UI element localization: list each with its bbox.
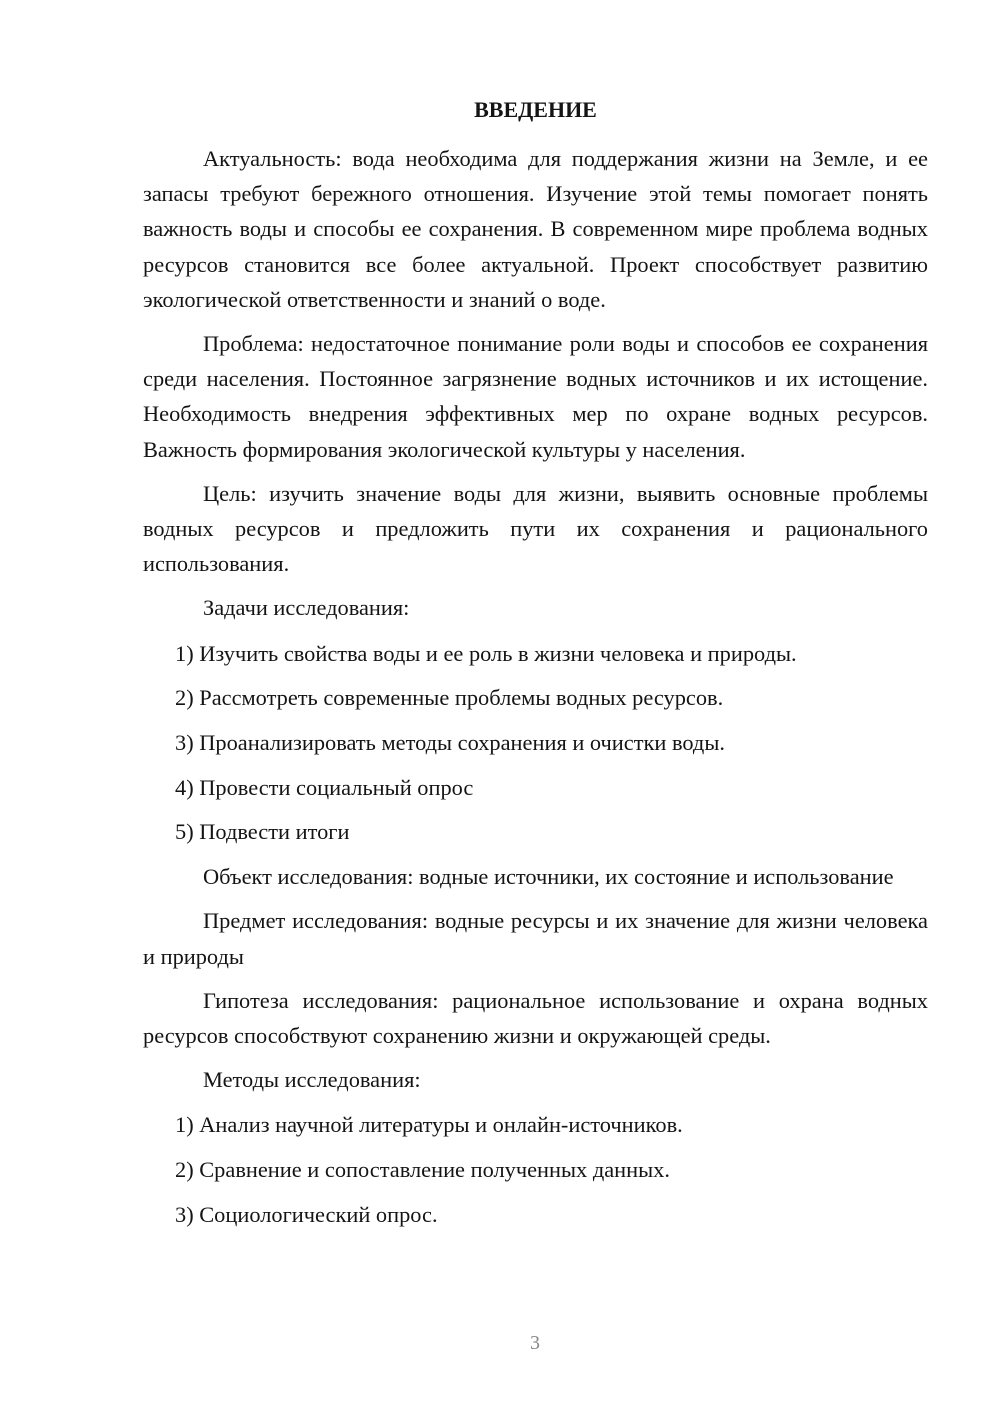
problem-paragraph: Проблема: недостаточное понимание роли воды и способов ее сохранения среди населения. Постоянное загрязнение водных источников и их истощение. Необходимость внедрения эффективных мер по охране водных ресурсов. Важность формирования экологической культуры у населения. <box>143 331 928 462</box>
hypothesis-paragraph: Гипотеза исследования: рациональное использование и охрана водных ресурсов способствуют сохранению жизни и окружающей среды. <box>143 987 928 1048</box>
document-body <box>143 96 928 1241</box>
list-item: 5) Подвести итоги <box>175 819 350 845</box>
subject-paragraph: Предмет исследования: водные ресурсы и их значение для жизни человека и природы <box>143 908 928 969</box>
list-item: 3) Проанализировать методы сохранения и очистки воды. <box>175 730 725 756</box>
list-item: 2) Сравнение и сопоставление полученных данных. <box>175 1157 670 1183</box>
list-item: 3) Социологический опрос. <box>175 1201 438 1227</box>
relevance-paragraph: Актуальность: вода необходима для поддержания жизни на Земле, и ее запасы требуют бережного отношения. Изучение этой темы помогает понять важность воды и способы ее сохранения. В современном мире проблема водных ресурсов становится все более актуальной. Проект способствует развитию экологической ответственности и знаний о воде. <box>143 146 928 312</box>
methods-list <box>143 1107 928 1232</box>
methods-heading: Методы исследования: <box>203 1067 421 1093</box>
object-paragraph: Объект исследования: водные источники, их состояние и использование <box>203 864 894 890</box>
page-number: 3 <box>530 1332 540 1354</box>
list-item: 1) Изучить свойства воды и ее роль в жизни человека и природы. <box>175 640 797 666</box>
list-item: 1) Анализ научной литературы и онлайн-источников. <box>175 1112 683 1138</box>
tasks-list <box>143 636 928 850</box>
page-title: ВВЕДЕНИЕ <box>474 97 597 122</box>
list-item: 2) Рассмотреть современные проблемы водных ресурсов. <box>175 685 724 711</box>
goal-paragraph: Цель: изучить значение воды для жизни, выявить основные проблемы водных ресурсов и предложить пути их сохранения и рационального использования. <box>143 480 928 577</box>
list-item: 4) Провести социальный опрос <box>175 774 474 800</box>
tasks-heading: Задачи исследования: <box>203 595 410 621</box>
